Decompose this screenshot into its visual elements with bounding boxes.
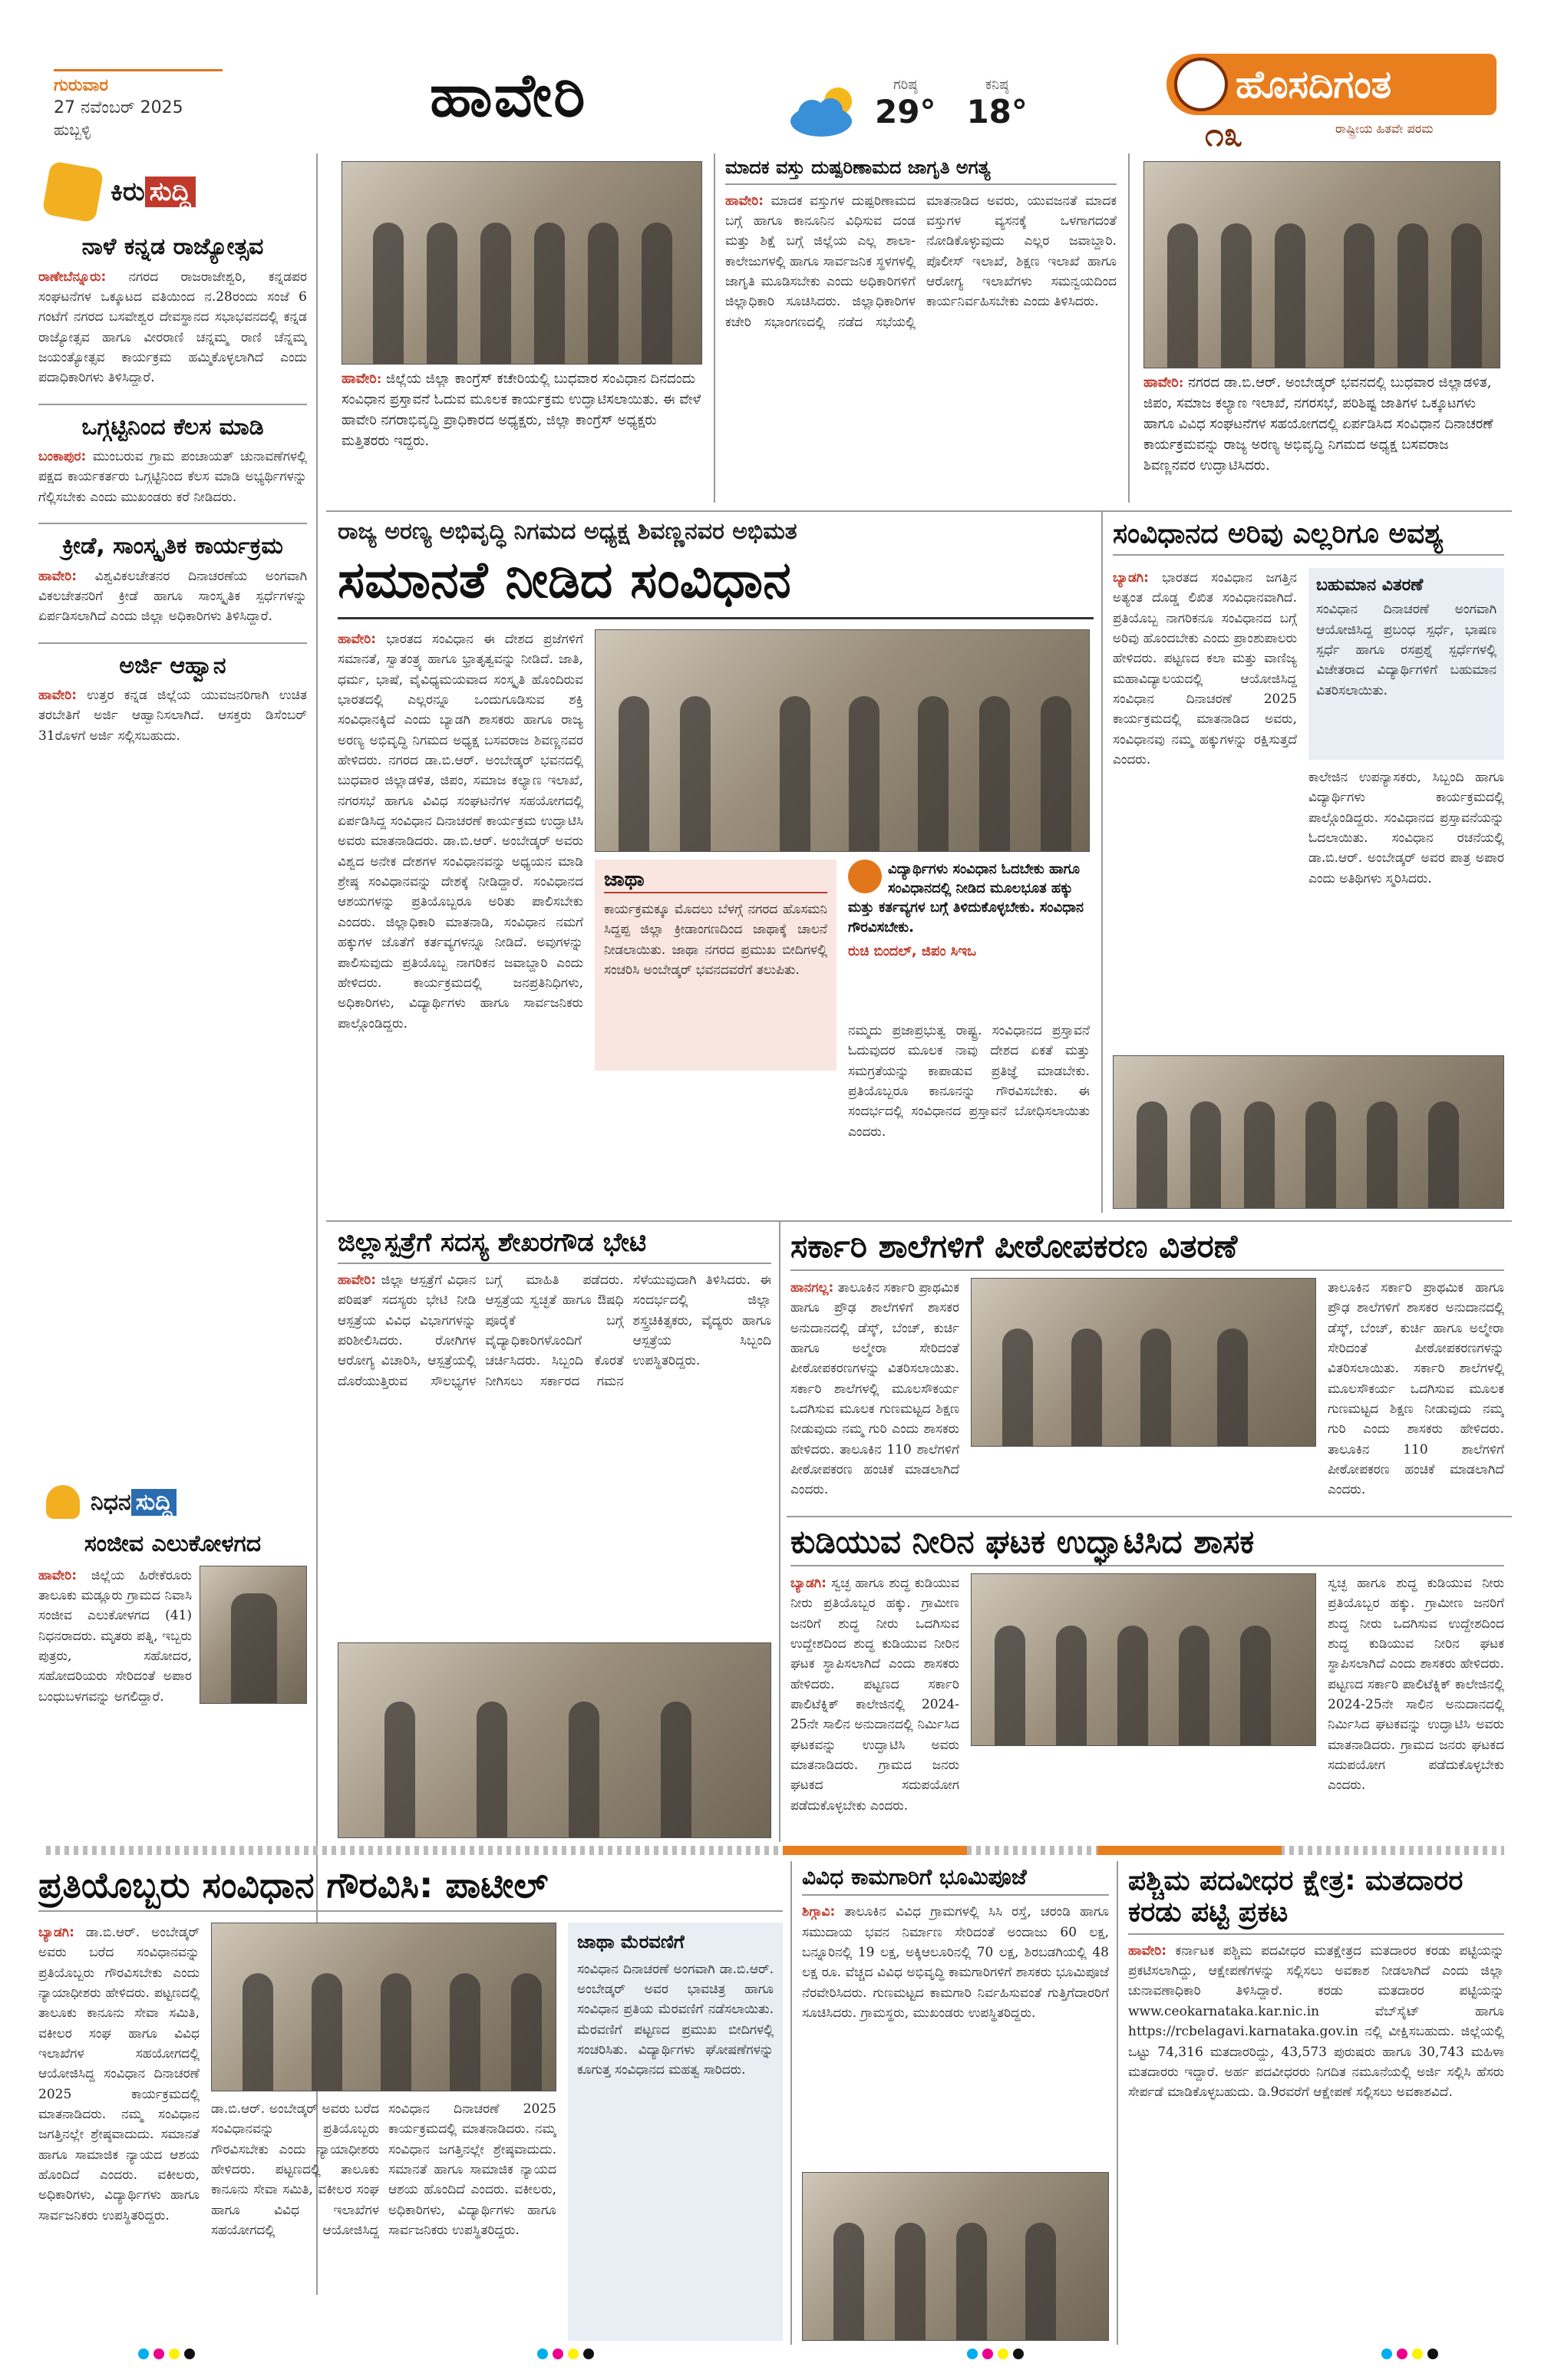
masthead	[31, 31, 1512, 153]
pull-quote	[848, 860, 1090, 1013]
color-registration-marks	[138, 2349, 195, 2359]
story-body: ಬ್ಯಾಡಗಿ: ಡಾ.ಬಿ.ಆರ್. ಅಂಬೇಡ್ಕರ್ ಅವರು ಬರೆದ ಸಂವಿಧಾನವನ್ನು ಪ್ರತಿಯೊಬ್ಬರು ಗೌರವಿಸಬೇಕು ಎಂದು ನ್ಯಾಯಾಧೀಶರು ಹೇಳಿದರು. ಪಟ್ಟಣದಲ್ಲಿ ತಾಲೂಕು ಕಾನೂನು ಸೇವಾ ಸಮಿತಿ, ವಕೀಲರ ಸಂಘ ಹಾಗೂ ವಿವಿಧ ಇಲಾಖೆಗಳ ಸಹಯೋಗದಲ್ಲಿ ಆಯೋಜಿಸಿದ್ದ ಸಂವಿಧಾನ ದಿನಾಚರಣೆ 2025 ಕಾರ್ಯಕ್ರಮದಲ್ಲಿ ಮಾತನಾಡಿದರು. ನಮ್ಮ ಸಂವಿಧಾನ ಜಗತ್ತಿನಲ್ಲೇ ಶ್ರೇಷ್ಠವಾದುದು. ಸಮಾನತೆ ಹಾಗೂ ಸಾಮಾಜಿಕ ನ್ಯಾಯದ ಆಶಯ ಹೊಂದಿದೆ ಎಂದರು. ವಕೀಲರು, ಅಧಿಕಾರಿಗಳು, ವಿದ್ಯಾರ್ಥಿಗಳು ಹಾಗೂ ಸಾರ್ವಜನಿಕರು ಉಪಸ್ಥಿತರಿದ್ದರು.	[38, 1925, 200, 2223]
quote-text: ವಿದ್ಯಾರ್ಥಿಗಳು ಸಂವಿಧಾನ ಓದಬೇಕು ಹಾಗೂ ಸಂವಿಧಾನದಲ್ಲಿ ನೀಡಿದ ಮೂಲಭೂತ ಹಕ್ಕು ಮತ್ತು ಕರ್ತವ್ಯಗಳ ಬಗ್ಗೆ ತಿಳಿದುಕೊಳ್ಳಬೇಕು. ಸಂವಿಧಾನ ಗೌರವಿಸಬೇಕು.	[848, 861, 1084, 936]
max-temp: ಗರಿಷ್ಠ 29°	[875, 77, 936, 130]
box-title: ಜಾಥಾ	[604, 869, 827, 893]
issue-date: 27 ನವೆಂಬರ್ 2025	[54, 98, 183, 117]
brief-title: ಅರ್ಜಿ ಆಹ್ವಾನ	[38, 642, 307, 680]
column-divider	[1128, 153, 1130, 503]
groundbreaking-photo	[802, 2172, 1109, 2341]
edition-city: ಹುಬ್ಬಳ್ಳಿ	[54, 120, 91, 139]
patil-story	[38, 1865, 783, 2345]
water-plant-story	[790, 1523, 1504, 1842]
brief-body: ಹಾವೇರಿ: ವಿಶ್ವವಿಕಲಚೇತನರ ದಿನಾಚರಣೆಯ ಅಂಗವಾಗಿ ವಿಕಲಚೇತನರಿಗೆ ಕ್ರೀಡೆ ಹಾಗೂ ಸಾಂಸ್ಕೃತಿಕ ಸ್ಪರ್ಧೆಗಳನ್ನು ಏರ್ಪಡಿಸಲಾಗಿದೆ ಎಂದು ಜಿಲ್ಲಾ ಅಧಿಕಾರಿಗಳು ತಿಳಿಸಿದ್ದಾರೆ.	[38, 568, 307, 625]
min-temp: ಕನಿಷ್ಠ 18°	[966, 77, 1028, 130]
color-registration-marks	[967, 2349, 1024, 2359]
section-label-highlight: ಸುದ್ದಿ	[131, 1489, 177, 1516]
brief-body: ರಾಣೇಬೆನ್ನೂರು: ನಗರದ ರಾಜರಾಜೇಶ್ವರಿ, ಕನ್ನಡಪರ ಸಂಘಟನೆಗಳ ಒಕ್ಕೂಟದ ವತಿಯಿಂದ ನ.28ರಂದು ಸಂಜೆ 6 ಗಂಟೆಗೆ ನಗರದ ಬಸವೇಶ್ವರ ದೇವಸ್ಥಾನದ ಸಭಾಭವನದಲ್ಲಿ ಕನ್ನಡ ರಾಜ್ಯೋತ್ಸವ ಹಾಗೂ ವೀರರಾಣಿ ಚನ್ನಮ್ಮ ರಾಣಿ ಚೆನ್ನಮ್ಮ ಜಯಂತ್ಯೋತ್ಸವ ಕಾರ್ಯಕ್ರಮ ಹಮ್ಮಿಕೊಳ್ಳಲಾಗಿದೆ ಎಂದು ಪದಾಧಿಕಾರಿಗಳು ತಿಳಿಸಿದ್ದಾರೆ.	[38, 269, 307, 386]
box-body: ಸಂವಿಧಾನ ದಿನಾಚರಣೆ ಅಂಗವಾಗಿ ಆಯೋಜಿಸಿದ್ದ ಪ್ರಬಂಧ ಸ್ಪರ್ಧೆ, ಭಾಷಣ ಸ್ಪರ್ಧೆ ಹಾಗೂ ರಸಪ್ರಶ್ನೆ ಸ್ಪರ್ಧೆಗಳಲ್ಲಿ ವಿಜೇತರಾದ ವಿದ್ಯಾರ್ಥಿಗಳಿಗೆ ಬಹುಮಾನ ವಿತರಿಸಲಾಯಿತು.	[1316, 602, 1496, 698]
accent-band	[1097, 1846, 1282, 1855]
section-separator	[46, 1846, 1504, 1855]
story-body: ಹಾವೇರಿ: ಮಾದಕ ವಸ್ತುಗಳ ದುಷ್ಪರಿಣಾಮದ ಬಗ್ಗೆ ಹಾಗೂ ಕಾನೂನಿನ ವಿಧಿಸುವ ದಂಡ ಮತ್ತು ಶಿಕ್ಷೆ ಬಗ್ಗೆ ಜಿಲ್ಲೆಯ ಎಲ್ಲ ಶಾಲಾ-ಕಾಲೇಜುಗಳಲ್ಲಿ ಹಾಗೂ ಸಾರ್ವಜನಿಕ ಸ್ಥಳಗಳಲ್ಲಿ ಜಾಗೃತಿ ಮೂಡಿಸಬೇಕು ಎಂದು ಅಧಿಕಾರಿಗಳಿಗೆ ಜಿಲ್ಲಾಧಿಕಾರಿ ಸೂಚಿಸಿದರು. ಜಿಲ್ಲಾಧಿಕಾರಿಗಳ ಕಚೇರಿ ಸಭಾಂಗಣದಲ್ಲಿ ನಡೆದ ಸಭೆಯಲ್ಲಿ ಮಾತನಾಡಿದ ಅವರು, ಯುವಜನತೆ ಮಾದಕ ವಸ್ತುಗಳ ವ್ಯಸನಕ್ಕೆ ಒಳಗಾಗದಂತೆ ನೋಡಿಕೊಳ್ಳುವುದು ಎಲ್ಲರ ಜವಾಬ್ದಾರಿ. ಪೊಲೀಸ್ ಇಲಾಖೆ, ಶಿಕ್ಷಣ ಇಲಾಖೆ ಹಾಗೂ ಆರೋಗ್ಯ ಇಲಾಖೆಗಳು ಸಮನ್ವಯದಿಂದ ಕಾರ್ಯನಿರ್ವಹಿಸಬೇಕು ಎಂದು ತಿಳಿಸಿದರು.	[725, 193, 1117, 330]
lead-story	[338, 518, 1094, 1213]
quote-author: ರುಚಿ ಬಿಂದಲ್, ಜಿಪಂ ಸಿಇಒ	[848, 942, 977, 959]
story-body-continued: ಸ್ವಚ್ಛ ಹಾಗೂ ಶುದ್ಧ ಕುಡಿಯುವ ನೀರು ಪ್ರತಿಯೊಬ್ಬರ ಹಕ್ಕು. ಗ್ರಾಮೀಣ ಜನರಿಗೆ ಶುದ್ಧ ನೀರು ಒದಗಿಸುವ ಉದ್ದೇಶದಿಂದ ಶುದ್ಧ ಕುಡಿಯುವ ನೀರಿನ ಘಟಕ ಸ್ಥಾಪಿಸಲಾಗಿದೆ ಎಂದು ಶಾಸಕರು ಹೇಳಿದರು. ಪಟ್ಟಣದ ಸರ್ಕಾರಿ ಪಾಲಿಟೆಕ್ನಿಕ್ ಕಾಲೇಜಿನಲ್ಲಿ 2024-25ನೇ ಸಾಲಿನ ಅನುದಾನದಲ್ಲಿ ನಿರ್ಮಿಸಿದ ಘಟಕವನ್ನು ಉದ್ಘಾಟಿಸಿ ಅವರು ಮಾತನಾಡಿದರು. ಗ್ರಾಮದ ಜನರು ಘಟಕದ ಸದುಪಯೋಗ ಪಡೆದುಕೊಳ್ಳಬೇಕು ಎಂದರು.	[1328, 1576, 1504, 1794]
water-plant-photo	[971, 1573, 1316, 1746]
column-divider	[1117, 1861, 1118, 2345]
obituary-name: ಸಂಜೀವ ಎಲುಕೋಳಗದ	[84, 1531, 262, 1557]
row-divider	[326, 510, 1512, 512]
box-body: ಸಂವಿಧಾನ ದಿನಾಚರಣೆ ಅಂಗವಾಗಿ ಡಾ.ಬಿ.ಆರ್. ಅಂಬೇಡ್ಕರ್ ಅವರ ಭಾವಚಿತ್ರ ಹಾಗೂ ಸಂವಿಧಾನ ಪ್ರತಿಯ ಮೆರವಣಿಗೆ ನಡೆಸಲಾಯಿತು. ಮೆರವಣಿಗೆ ಪಟ್ಟಣದ ಪ್ರಮುಖ ಬೀದಿಗಳಲ್ಲಿ ಸಂಚರಿಸಿತು. ವಿದ್ಯಾರ್ಥಿಗಳು ಘೋಷಣೆಗಳನ್ನು ಕೂಗುತ್ತ ಸಂವಿಧಾನದ ಮಹತ್ವ ಸಾರಿದರು.	[577, 1961, 774, 2078]
furniture-photo	[971, 1278, 1316, 1447]
brief-body: ಬಂಕಾಪುರ: ಮುಂಬರುವ ಗ್ರಾಮ ಪಂಚಾಯತ್ ಚುನಾವಣೆಗಳಲ್ಲಿ ಪಕ್ಷದ ಕಾರ್ಯಕರ್ತರು ಒಗ್ಗಟ್ಟಿನಿಂದ ಕೆಲಸ ಮಾಡಿ ಅಭ್ಯರ್ಥಿಗಳನ್ನು ಗೆಲ್ಲಿಸಬೇಕು ಎಂದು ಮುಖಂಡರು ಕರೆ ನೀಡಿದರು.	[38, 449, 307, 505]
nidhana-suddi-badge	[46, 1485, 177, 1519]
groundbreaking-story	[802, 1865, 1109, 2345]
story-headline: ಸರ್ಕಾರಿ ಶಾಲೆಗಳಿಗೆ ಪೀಠೋಪಕರಣ ವಿತರಣೆ	[790, 1228, 1504, 1271]
column-divider	[790, 1861, 792, 2345]
story-headline: ಮಾದಕ ವಸ್ತು ದುಷ್ಪರಿಣಾಮದ ಜಾಗೃತಿ ಅಗತ್ಯ	[725, 157, 1117, 185]
constitution-day-photo	[1143, 161, 1500, 368]
furniture-distribution-story	[790, 1228, 1504, 1512]
story-headline: ವಿವಿಧ ಕಾಮಗಾರಿಗೆ ಭೂಮಿಪೂಜೆ	[802, 1865, 1109, 1896]
emblem-icon	[1174, 58, 1228, 111]
brief-title: ಕ್ರೀಡೆ, ಸಾಂಸ್ಕೃತಿಕ ಕಾರ್ಯಕ್ರಮ	[38, 523, 307, 560]
color-registration-marks	[1381, 2349, 1438, 2359]
brief-body: ಹಾವೇರಿ: ಉತ್ತರ ಕನ್ನಡ ಜಿಲ್ಲೆಯ ಯುವಜನರಿಗಾಗಿ ಉಚಿತ ತರಬೇತಿಗೆ ಅರ್ಜಿ ಆಹ್ವಾನಿಸಲಾಗಿದೆ. ಆಸಕ್ತರು ಡಿಸೆಂಬರ್ 31ರೊಳಗೆ ಅರ್ಜಿ ಸಲ್ಲಿಸಬಹುದು.	[38, 688, 307, 744]
constitution-awareness-story	[1113, 518, 1504, 1213]
weather-widget	[783, 69, 1028, 153]
section-label-highlight: ಸುದ್ದಿ	[145, 177, 196, 207]
lead-headline: ಸಮಾನತೆ ನೀಡಿದ ಸಂವಿಧಾನ	[338, 551, 1094, 619]
hospital-photo	[338, 1642, 771, 1838]
brand-logo: ಹೊಸದಿಗಂತ	[1166, 54, 1496, 115]
court-event-photo	[211, 1923, 556, 2091]
voter-list-story	[1128, 1865, 1504, 2345]
lead-body: ಹಾವೇರಿ: ಭಾರತದ ಸಂವಿಧಾನ ಈ ದೇಶದ ಪ್ರಜೆಗಳಿಗೆ ಸಮಾನತೆ, ಸ್ವಾತಂತ್ರ್ಯ ಹಾಗೂ ಭ್ರಾತೃತ್ವವನ್ನು ನೀಡಿದೆ. ಜಾತಿ, ಧರ್ಮ, ಭಾಷೆ, ವೈವಿಧ್ಯಮಯವಾದ ಸಂಸ್ಕೃತಿ ಹೊಂದಿರುವ ಭಾರತದಲ್ಲಿ ಎಲ್ಲರನ್ನೂ ಒಂದುಗೂಡಿಸುವ ಶಕ್ತಿ ಸಂವಿಧಾನಕ್ಕಿದೆ ಎಂದು ಬ್ಯಾಡಗಿ ಶಾಸಕರು ಹಾಗೂ ರಾಜ್ಯ ಅರಣ್ಯ ಅಭಿವೃದ್ಧಿ ನಿಗಮದ ಅಧ್ಯಕ್ಷ ಬಸವರಾಜ ಶಿವಣ್ಣನವರ ಹೇಳಿದರು. ನಗರದ ಡಾ.ಬಿ.ಆರ್. ಅಂಬೇಡ್ಕರ್ ಭವನದಲ್ಲಿ ಬುಧವಾರ ಜಿಲ್ಲಾಡಳಿತ, ಜಿಪಂ, ಸಮಾಜ ಕಲ್ಯಾಣ ಇಲಾಖೆ, ನಗರಸಭೆ ಹಾಗೂ ವಿವಿಧ ಸಂಘಟನೆಗಳ ಸಹಯೋಗದಲ್ಲಿ ಏರ್ಪಡಿಸಿದ್ದ ಸಂವಿಧಾನ ದಿನಾಚರಣೆ ಕಾರ್ಯಕ್ರಮ ಉದ್ಘಾಟಿಸಿ ಅವರು ಮಾತನಾಡಿದರು. ಡಾ.ಬಿ.ಆರ್. ಅಂಬೇಡ್ಕರ್ ಅವರು ವಿಶ್ವದ ಅನೇಕ ದೇಶಗಳ ಸಂವಿಧಾನವನ್ನು ಅಧ್ಯಯನ ಮಾಡಿ ಶ್ರೇಷ್ಠ ಸಂವಿಧಾನವನ್ನು ದೇಶಕ್ಕೆ ನೀಡಿದ್ದಾರೆ. ಸಂವಿಧಾನದ ಆಶಯಗಳನ್ನು ಪ್ರತಿಯೊಬ್ಬರೂ ಅರಿತು ಪಾಲಿಸಬೇಕು ಎಂದರು. ಜಿಲ್ಲಾಧಿಕಾರಿ ಮಾತನಾಡಿ, ಸಂವಿಧಾನ ನಮಗೆ ಹಕ್ಕುಗಳ ಜೊತೆಗೆ ಕರ್ತವ್ಯಗಳನ್ನೂ ನೀಡಿದೆ. ಅವುಗಳನ್ನು ಪಾಲಿಸುವುದು ಪ್ರತಿಯೊಬ್ಬ ನಾಗರಿಕನ ಜವಾಬ್ದಾರಿ ಎಂದು ಹೇಳಿದರು. ಕಾರ್ಯಕ್ರಮದಲ್ಲಿ ಜನಪ್ರತಿನಿಧಿಗಳು, ಅಧಿಕಾರಿಗಳು, ವಿದ್ಯಾರ್ಥಿಗಳು ಹಾಗೂ ಸಾರ್ವಜನಿಕರು ಪಾಲ್ಗೊಂಡಿದ್ದರು.	[338, 632, 583, 1032]
date-box	[54, 69, 223, 139]
story-body: ಶಿಗ್ಗಾವಿ: ತಾಲೂಕಿನ ವಿವಿಧ ಗ್ರಾಮಗಳಲ್ಲಿ ಸಿಸಿ ರಸ್ತೆ, ಚರಂಡಿ ಹಾಗೂ ಸಮುದಾಯ ಭವನ ನಿರ್ಮಾಣ ಸೇರಿದಂತೆ ಅಂದಾಜು 60 ಲಕ್ಷ, ಬನ್ನೂರಿನಲ್ಲಿ 19 ಲಕ್ಷ, ಅಕ್ಕಿಆಲೂರಿನಲ್ಲಿ 70 ಲಕ್ಷ, ಶಿರಬಡಗಿಯಲ್ಲಿ 48 ಲಕ್ಷ ರೂ. ವೆಚ್ಚದ ವಿವಿಧ ಅಭಿವೃದ್ಧಿ ಕಾಮಗಾರಿಗಳಿಗೆ ಶಾಸಕರು ಭೂಮಿಪೂಜೆ ನೆರವೇರಿಸಿದರು. ಗುಣಮಟ್ಟದ ಕಾಮಗಾರಿ ನಿರ್ವಹಿಸುವಂತೆ ಗುತ್ತಿಗೆದಾರರಿಗೆ ಸೂಚಿಸಿದರು. ಗ್ರಾಮಸ್ಥರು, ಮುಖಂಡರು ಉಪಸ್ಥಿತರಿದ್ದರು.	[802, 1904, 1109, 2021]
quote-icon	[848, 860, 882, 893]
story-body-continued: ತಾಲೂಕಿನ ಸರ್ಕಾರಿ ಪ್ರಾಥಮಿಕ ಹಾಗೂ ಪ್ರೌಢ ಶಾಲೆಗಳಿಗೆ ಶಾಸಕರ ಅನುದಾನದಲ್ಲಿ ಡೆಸ್ಕ್, ಬೆಂಚ್, ಕುರ್ಚಿ ಹಾಗೂ ಅಲ್ಮೇರಾ ಸೇರಿದಂತೆ ಪೀಠೋಪಕರಣಗಳನ್ನು ವಿತರಿಸಲಾಯಿತು. ಸರ್ಕಾರಿ ಶಾಲೆಗಳಲ್ಲಿ ಮೂಲಸೌಕರ್ಯ ಒದಗಿಸುವ ಮೂಲಕ ಗುಣಮಟ್ಟದ ಶಿಕ್ಷಣ ನೀಡುವುದು ನಮ್ಮ ಗುರಿ ಎಂದು ಶಾಸಕರು ಹೇಳಿದರು. ತಾಲೂಕಿನ 110 ಶಾಲೆಗಳಿಗೆ ಪೀಠೋಪಕರಣ ಹಂಚಿಕೆ ಮಾಡಲಾಗಿದೆ ಎಂದರು.	[1328, 1280, 1504, 1498]
obituary-body: ಹಾವೇರಿ: ಜಿಲ್ಲೆಯ ಹಿರೇಕೆರೂರು ತಾಲೂಕು ಮಡ್ಲೂರು ಗ್ರಾಮದ ನಿವಾಸಿ ಸಂಜೀವ ಎಲುಕೋಳಗದ (41) ನಿಧನರಾದರು. ಮೃತರು ಪತ್ನಿ, ಇಬ್ಬರು ಪುತ್ರರು, ಸಹೋದರ, ಸಹೋದರಿಯರು ಸೇರಿದಂತೆ ಅಪಾರ ಬಂಧುಬಳಗವನ್ನು ಅಗಲಿದ್ದಾರೆ.	[38, 1567, 192, 1705]
weekday: ಗುರುವಾರ	[54, 69, 223, 95]
box-body: ಕಾರ್ಯಕ್ರಮಕ್ಕೂ ಮೊದಲು ಬೆಳಗ್ಗೆ ನಗರದ ಹೊಸಮನಿ ಸಿದ್ದಪ್ಪ ಜಿಲ್ಲಾ ಕ್ರೀಡಾಂಗಣದಿಂದ ಜಾಥಾಕ್ಕೆ ಚಾಲನೆ ನೀಡಲಾಯಿತು. ಜಾಥಾ ನಗರದ ಪ್ರಮುಖ ಬೀದಿಗಳಲ್ಲಿ ಸಂಚರಿಸಿ ಅಂಬೇಡ್ಕರ್ ಭವನದವರೆಗೆ ತಲುಪಿತು.	[604, 901, 827, 978]
obituary-portrait	[200, 1566, 307, 1704]
story-body-continued: ಕಾಲೇಜಿನ ಉಪನ್ಯಾಸಕರು, ಸಿಬ್ಬಂದಿ ಹಾಗೂ ವಿದ್ಯಾರ್ಥಿಗಳು ಕಾರ್ಯಕ್ರಮದಲ್ಲಿ ಪಾಲ್ಗೊಂಡಿದ್ದರು. ಸಂವಿಧಾನದ ಪ್ರಸ್ತಾವನೆಯನ್ನು ಓದಲಾಯಿತು. ಸಂವಿಧಾನ ರಚನೆಯಲ್ಲಿ ಡಾ.ಬಿ.ಆರ್. ಅಂಬೇಡ್ಕರ್ ಅವರ ಪಾತ್ರ ಅಪಾರ ಎಂದು ಅತಿಥಿಗಳು ಸ್ಮರಿಸಿದರು.	[1308, 770, 1504, 886]
brand-tagline: ರಾಷ್ಟ್ರೀಯ ಹಿತವೇ ಪರಮ	[1335, 121, 1434, 136]
story-headline: ಕುಡಿಯುವ ನೀರಿನ ಘಟಕ ಉದ್ಘಾಟಿಸಿದ ಶಾಸಕ	[790, 1523, 1504, 1566]
column-divider	[779, 1220, 780, 1842]
lead-body-continued: ನಮ್ಮದು ಪ್ರಜಾಪ್ರಭುತ್ವ ರಾಷ್ಟ್ರ. ಸಂವಿಧಾನದ ಪ್ರಸ್ತಾವನೆ ಓದುವುದರ ಮೂಲಕ ನಾವು ದೇಶದ ಏಕತೆ ಮತ್ತು ಸಮಗ್ರತೆಯನ್ನು ಕಾಪಾಡುವ ಪ್ರತಿಜ್ಞೆ ಮಾಡಬೇಕು. ಪ್ರತಿಯೊಬ್ಬರೂ ಕಾನೂನನ್ನು ಗೌರವಿಸಬೇಕು. ಈ ಸಂದರ್ಭದಲ್ಲಿ ಸಂವಿಧಾನದ ಪ್ರಸ್ತಾವನೆ ಬೋಧಿಸಲಾಯಿತು ಎಂದರು.	[848, 1023, 1090, 1140]
page-number: ೧೩	[1205, 115, 1243, 154]
story-body: ಹಾವೇರಿ: ಜಿಲ್ಲಾ ಆಸ್ಪತ್ರೆಗೆ ವಿಧಾನ ಪರಿಷತ್ ಸದಸ್ಯರು ಭೇಟಿ ನೀಡಿ ಆಸ್ಪತ್ರೆಯ ವಿವಿಧ ವಿಭಾಗಗಳನ್ನು ಪರಿಶೀಲಿಸಿದರು. ರೋಗಿಗಳ ಆರೋಗ್ಯ ವಿಚಾರಿಸಿ, ಆಸ್ಪತ್ರೆಯಲ್ಲಿ ದೊರೆಯುತ್ತಿರುವ ಸೌಲಭ್ಯಗಳ ಬಗ್ಗೆ ಮಾಹಿತಿ ಪಡೆದರು. ಆಸ್ಪತ್ರೆಯ ಸ್ವಚ್ಛತೆ ಹಾಗೂ ಔಷಧಿ ಪೂರೈಕೆ ಬಗ್ಗೆ ವೈದ್ಯಾಧಿಕಾರಿಗಳೊಂದಿಗೆ ಚರ್ಚಿಸಿದರು. ಸಿಬ್ಬಂದಿ ಕೊರತೆ ನೀಗಿಸಲು ಸರ್ಕಾರದ ಗಮನ ಸೆಳೆಯುವುದಾಗಿ ತಿಳಿಸಿದರು. ಈ ಸಂದರ್ಭದಲ್ಲಿ ಜಿಲ್ಲಾ ಶಸ್ತ್ರಚಿಕಿತ್ಸಕರು, ವೈದ್ಯರು ಹಾಗೂ ಆಸ್ಪತ್ರೆಯ ಸಿಬ್ಬಂದಿ ಉಪಸ್ಥಿತರಿದ್ದರು.	[338, 1273, 771, 1389]
story-headline: ಪ್ರತಿಯೊಬ್ಬರು ಸಂವಿಧಾನ ಗೌರವಿಸಿ: ಪಾಟೀಲ್	[38, 1865, 783, 1912]
row-divider	[326, 1220, 1512, 1222]
page-title: ಹಾವೇರಿ	[430, 61, 587, 130]
obituary	[38, 1531, 307, 1869]
column-divider	[714, 153, 715, 503]
box-title: ಬಹುಮಾನ ವಿತರಣೆ	[1316, 576, 1424, 595]
prize-box	[1308, 568, 1504, 760]
story-headline: ಸಂವಿಧಾನದ ಅರಿವು ಎಲ್ಲರಿಗೂ ಅವಶ್ಯ	[1113, 518, 1504, 556]
hospital-visit-story	[338, 1228, 771, 1842]
row-divider	[787, 1516, 1512, 1517]
section-label: ಕಿರು	[111, 177, 145, 207]
story-body: ಹಾವೇರಿ: ಕರ್ನಾಟಕ ಪಶ್ಚಿಮ ಪದವೀಧರ ಮತಕ್ಷೇತ್ರದ ಮತದಾರರ ಕರಡು ಪಟ್ಟಿಯನ್ನು ಪ್ರಕಟಿಸಲಾಗಿದ್ದು, ಆಕ್ಷೇಪಣೆಗಳನ್ನು ಸಲ್ಲಿಸಲು ಅವಕಾಶ ನೀಡಲಾಗಿದೆ ಎಂದು ಜಿಲ್ಲಾ ಚುನಾವಣಾಧಿಕಾರಿ ತಿಳಿಸಿದ್ದಾರೆ. ಕರಡು ಮತದಾರರ ಪಟ್ಟಿಯನ್ನು www.ceokarnataka.kar.nic.in ವೆಬ್‌ಸೈಟ್ ಹಾಗೂ https://rcbelagavi.karnataka.gov.in ನಲ್ಲಿ ವೀಕ್ಷಿಸಬಹುದು. ಜಿಲ್ಲೆಯಲ್ಲಿ ಒಟ್ಟು 74,316 ಮತದಾರರಿದ್ದು, 43,573 ಪುರುಷರು ಹಾಗೂ 30,743 ಮಹಿಳಾ ಮತದಾರರು ಇದ್ದಾರೆ. ಅರ್ಹ ಪದವೀಧರರು ನಿಗದಿತ ನಮೂನೆಯಲ್ಲಿ ಅರ್ಜಿ ಸಲ್ಲಿಸಿ ಹೆಸರು ಸೇರ್ಪಡೆ ಮಾಡಿಕೊಳ್ಳಬಹುದು. ಡಿ.9ರವರೆಗೆ ಆಕ್ಷೇಪಣೆ ಸಲ್ಲಿಸಲು ಅವಕಾಶವಿದೆ.	[1128, 1943, 1504, 2101]
story-body: ಬ್ಯಾಡಗಿ: ಭಾರತದ ಸಂವಿಧಾನ ಜಗತ್ತಿನ ಅತ್ಯಂತ ದೊಡ್ಡ ಲಿಖಿತ ಸಂವಿಧಾನವಾಗಿದೆ. ಪ್ರತಿಯೊಬ್ಬ ನಾಗರಿಕನೂ ಸಂವಿಧಾನದ ಬಗ್ಗೆ ಅರಿವು ಹೊಂದಬೇಕು ಎಂದು ಪ್ರಾಂಶುಪಾಲರು ಹೇಳಿದರು. ಪಟ್ಟಣದ ಕಲಾ ಮತ್ತು ವಾಣಿಜ್ಯ ಮಹಾವಿದ್ಯಾಲಯದಲ್ಲಿ ಆಯೋಜಿಸಿದ್ದ ಸಂವಿಧಾನ ದಿನಾಚರಣೆ 2025 ಕಾರ್ಯಕ್ರಮದಲ್ಲಿ ಮಾತನಾಡಿದ ಅವರು, ಸಂವಿಧಾನವು ನಮ್ಮ ಹಕ್ಕುಗಳನ್ನು ರಕ್ಷಿಸುತ್ತದೆ ಎಂದರು.	[1113, 570, 1297, 768]
briefs-column	[38, 234, 307, 1462]
story-body: ಬ್ಯಾಡಗಿ: ಸ್ವಚ್ಛ ಹಾಗೂ ಶುದ್ಧ ಕುಡಿಯುವ ನೀರು ಪ್ರತಿಯೊಬ್ಬರ ಹಕ್ಕು. ಗ್ರಾಮೀಣ ಜನರಿಗೆ ಶುದ್ಧ ನೀರು ಒದಗಿಸುವ ಉದ್ದೇಶದಿಂದ ಶುದ್ಧ ಕುಡಿಯುವ ನೀರಿನ ಘಟಕ ಸ್ಥಾಪಿಸಲಾಗಿದೆ ಎಂದು ಶಾಸಕರು ಹೇಳಿದರು. ಪಟ್ಟಣದ ಸರ್ಕಾರಿ ಪಾಲಿಟೆಕ್ನಿಕ್ ಕಾಲೇಜಿನಲ್ಲಿ 2024-25ನೇ ಸಾಲಿನ ಅನುದಾನದಲ್ಲಿ ನಿರ್ಮಿಸಿದ ಘಟಕವನ್ನು ಉದ್ಘಾಟಿಸಿ ಅವರು ಮಾತನಾಡಿದರು. ಗ್ರಾಮದ ಜನರು ಘಟಕದ ಸದುಪಯೋಗ ಪಡೆದುಕೊಳ್ಳಬೇಕು ಎಂದರು.	[790, 1576, 959, 1814]
accent-band	[783, 1846, 967, 1855]
photo-caption: ಹಾವೇರಿ: ನಗರದ ಡಾ.ಬಿ.ಆರ್. ಅಂಬೇಡ್ಕರ್ ಭವನದಲ್ಲಿ ಬುಧವಾರ ಜಿಲ್ಲಾಡಳಿತ, ಜಿಪಂ, ಸಮಾಜ ಕಲ್ಯಾಣ ಇಲಾಖೆ, ನಗರಸಭೆ, ಪರಿಶಿಷ್ಟ ಜಾತಿಗಳ ಒಕ್ಕೂಟಗಳು ಹಾಗೂ ವಿವಿಧ ಸಂಘಟನೆಗಳ ಸಹಯೋಗದಲ್ಲಿ ಏರ್ಪಡಿಸಿದ ಸಂವಿಧಾನ ದಿನಾಚರಣೆ ಕಾರ್ಯಕ್ರಮವನ್ನು ರಾಜ್ಯ ಅರಣ್ಯ ಅಭಿವೃದ್ಧಿ ನಿಗಮದ ಅಧ್ಯಕ್ಷ ಬಸವರಾಜ ಶಿವಣ್ಣನವರ ಉದ್ಘಾಟಿಸಿದರು.	[1143, 375, 1493, 474]
box-title: ಜಾಥಾ ಮೆರವಣಿಗೆ	[577, 1931, 685, 1953]
hand-icon	[41, 160, 104, 223]
lead-photo	[595, 629, 1090, 852]
brief-title: ಒಗ್ಗಟ್ಟಿನಿಂದ ಕೆಲಸ ಮಾಡಿ	[38, 404, 307, 441]
color-registration-marks	[537, 2349, 594, 2359]
procession-box	[568, 1923, 783, 2341]
story-body: ಹಾನಗಲ್ಲ: ತಾಲೂಕಿನ ಸರ್ಕಾರಿ ಪ್ರಾಥಮಿಕ ಹಾಗೂ ಪ್ರೌಢ ಶಾಲೆಗಳಿಗೆ ಶಾಸಕರ ಅನುದಾನದಲ್ಲಿ ಡೆಸ್ಕ್, ಬೆಂಚ್, ಕುರ್ಚಿ ಹಾಗೂ ಅಲ್ಮೇರಾ ಸೇರಿದಂತೆ ಪೀಠೋಪಕರಣಗಳನ್ನು ವಿತರಿಸಲಾಯಿತು. ಸರ್ಕಾರಿ ಶಾಲೆಗಳಲ್ಲಿ ಮೂಲಸೌಕರ್ಯ ಒದಗಿಸುವ ಮೂಲಕ ಗುಣಮಟ್ಟದ ಶಿಕ್ಷಣ ನೀಡುವುದು ನಮ್ಮ ಗುರಿ ಎಂದು ಶಾಸಕರು ಹೇಳಿದರು. ತಾಲೂಕಿನ 110 ಶಾಲೆಗಳಿಗೆ ಪೀಠೋಪಕರಣ ಹಂಚಿಕೆ ಮಾಡಲಾಗಿದೆ ಎಂದರು.	[790, 1280, 959, 1498]
kiru-suddi-badge	[46, 165, 196, 219]
column-divider	[1101, 510, 1103, 1213]
section-label: ನಿಧನ	[91, 1488, 131, 1516]
story-body-continued: ಡಾ.ಬಿ.ಆರ್. ಅಂಬೇಡ್ಕರ್ ಅವರು ಬರೆದ ಸಂವಿಧಾನವನ್ನು ಪ್ರತಿಯೊಬ್ಬರು ಗೌರವಿಸಬೇಕು ಎಂದು ನ್ಯಾಯಾಧೀಶರು ಹೇಳಿದರು. ಪಟ್ಟಣದಲ್ಲಿ ತಾಲೂಕು ಕಾನೂನು ಸೇವಾ ಸಮಿತಿ, ವಕೀಲರ ಸಂಘ ಹಾಗೂ ವಿವಿಧ ಇಲಾಖೆಗಳ ಸಹಯೋಗದಲ್ಲಿ ಆಯೋಜಿಸಿದ್ದ ಸಂವಿಧಾನ ದಿನಾಚರಣೆ 2025 ಕಾರ್ಯಕ್ರಮದಲ್ಲಿ ಮಾತನಾಡಿದರು. ನಮ್ಮ ಸಂವಿಧಾನ ಜಗತ್ತಿನಲ್ಲೇ ಶ್ರೇಷ್ಠವಾದುದು. ಸಮಾನತೆ ಹಾಗೂ ಸಾಮಾಜಿಕ ನ್ಯಾಯದ ಆಶಯ ಹೊಂದಿದೆ ಎಂದರು. ವಕೀಲರು, ಅಧಿಕಾರಿಗಳು, ವಿದ್ಯಾರ್ಥಿಗಳು ಹಾಗೂ ಸಾರ್ವಜನಿಕರು ಉಪಸ್ಥಿತರಿದ್ದರು.	[211, 2101, 556, 2239]
lead-kicker: ರಾಜ್ಯ ಅರಣ್ಯ ಅಭಿವೃದ್ಧಿ ನಿಗಮದ ಅಧ್ಯಕ್ಷ ಶಿವಣ್ಣನವರ ಅಭಿಮತ	[338, 518, 797, 545]
drug-awareness-story	[725, 157, 1117, 507]
photo-caption: ಹಾವೇರಿ: ಜಿಲ್ಲೆಯ ಜಿಲ್ಲಾ ಕಾಂಗ್ರೆಸ್ ಕಚೇರಿಯಲ್ಲಿ ಬುಧವಾರ ಸಂವಿಧಾನ ದಿನದಂದು ಸಂವಿಧಾನ ಪ್ರಸ್ತಾವನೆ ಓದುವ ಮೂಲಕ ಕಾರ್ಯಕ್ರಮ ಉದ್ಘಾಟಿಸಲಾಯಿತು. ಈ ವೇಳೆ ಹಾವೇರಿ ನಗರಾಭಿವೃದ್ಧಿ ಪ್ರಾಧಿಕಾರದ ಅಧ್ಯಕ್ಷರು, ಜಿಲ್ಲಾ ಕಾಂಗ್ರೆಸ್ ಅಧ್ಯಕ್ಷರು ಮತ್ತಿತರರು ಇದ್ದರು.	[342, 371, 701, 449]
story-headline: ಜಿಲ್ಲಾಸ್ಪತ್ರೆಗೆ ಸದಸ್ಯ ಶೇಖರಗೌಡ ಭೇಟಿ	[338, 1228, 771, 1264]
cloud-sun-icon	[783, 84, 867, 138]
college-event-photo	[1113, 1055, 1504, 1209]
story-headline: ಪಶ್ಚಿಮ ಪದವೀಧರ ಕ್ಷೇತ್ರ: ಮತದಾರರ ಕರಡು ಪಟ್ಟಿ ಪ್ರಕಟ	[1128, 1865, 1504, 1935]
jatha-box	[595, 860, 836, 1071]
lamp-icon	[46, 1485, 80, 1519]
brand-block	[1136, 46, 1504, 153]
brief-title: ನಾಳೆ ಕನ್ನಡ ರಾಜ್ಯೋತ್ಸವ	[81, 234, 264, 260]
congress-office-photo	[342, 161, 702, 365]
